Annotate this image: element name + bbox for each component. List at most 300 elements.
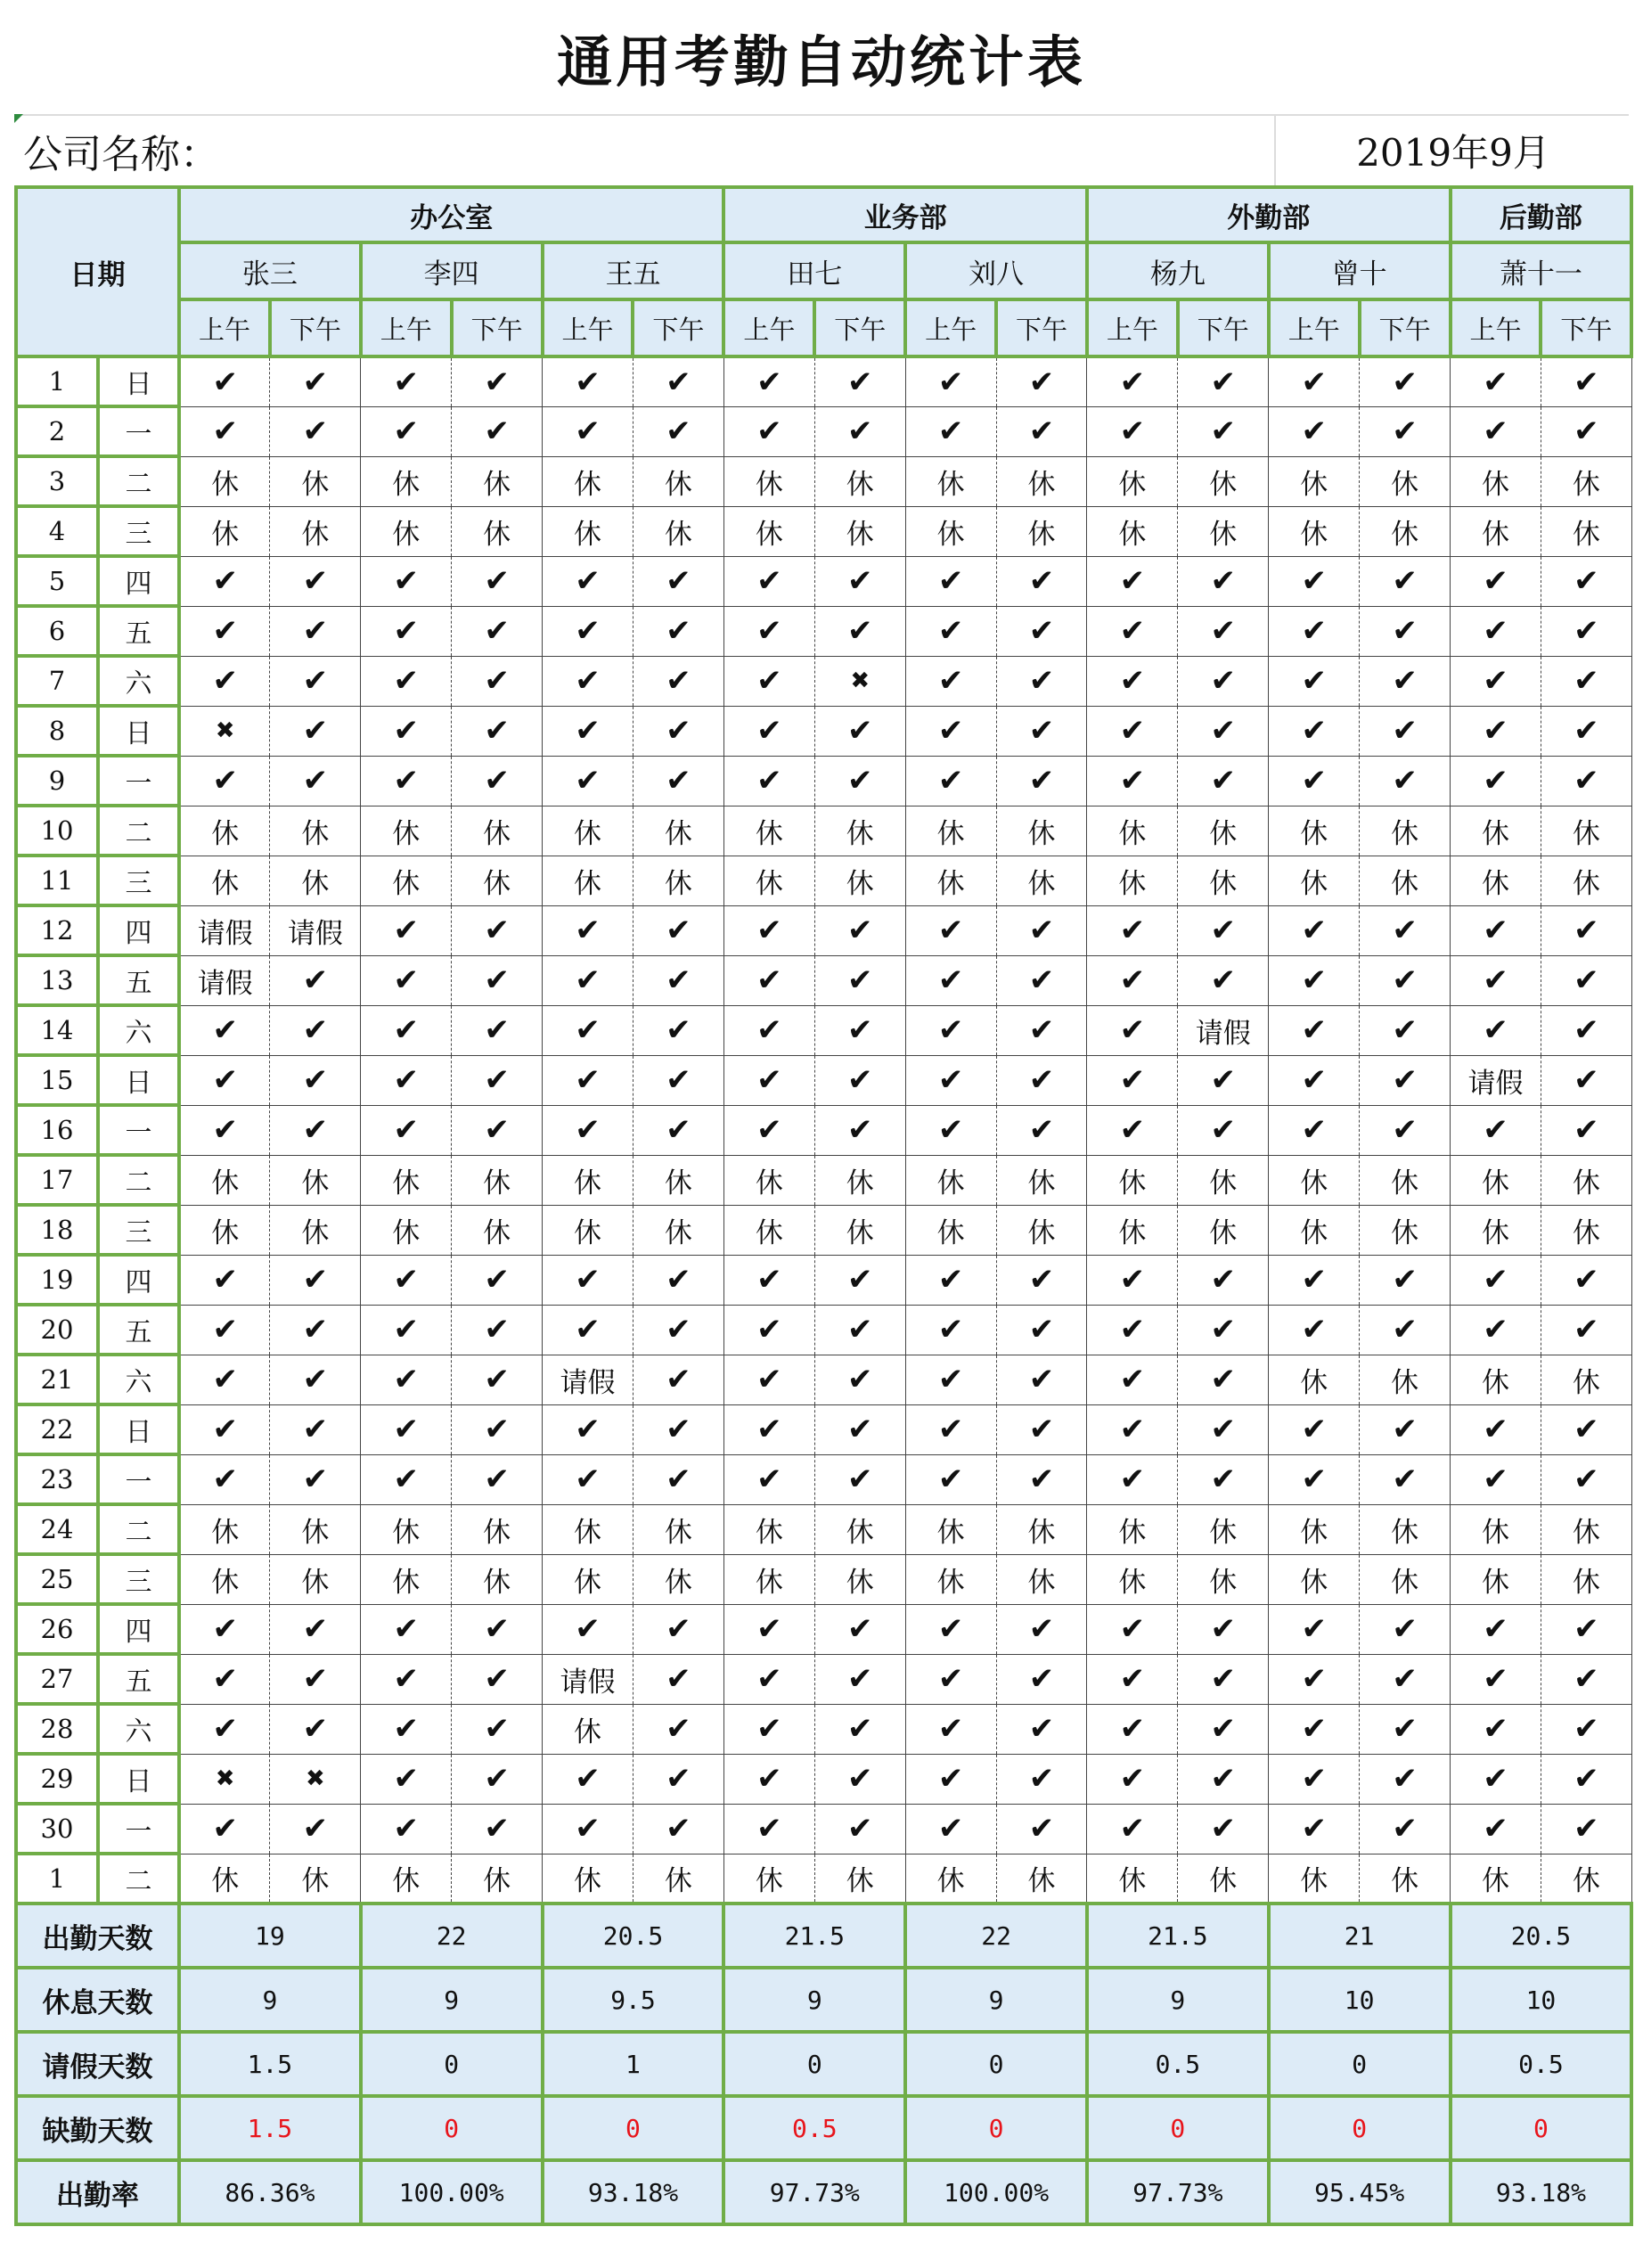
- attendance-cell-present[interactable]: ✔: [270, 406, 361, 456]
- attendance-cell-present[interactable]: ✔: [1269, 606, 1360, 656]
- attendance-cell-rest[interactable]: 休: [905, 1504, 996, 1554]
- attendance-cell-present[interactable]: ✔: [905, 606, 996, 656]
- attendance-cell-present[interactable]: ✔: [179, 1404, 270, 1454]
- attendance-cell-rest[interactable]: 休: [996, 456, 1087, 506]
- attendance-cell-present[interactable]: ✔: [1178, 1305, 1269, 1355]
- attendance-cell-present[interactable]: ✔: [1541, 1055, 1631, 1105]
- attendance-cell-leave[interactable]: 请假: [270, 905, 361, 955]
- attendance-cell-present[interactable]: ✔: [1178, 1055, 1269, 1105]
- attendance-cell-rest[interactable]: 休: [996, 856, 1087, 905]
- attendance-cell-present[interactable]: ✔: [1178, 756, 1269, 806]
- attendance-cell-present[interactable]: ✔: [723, 1305, 814, 1355]
- attendance-cell-rest[interactable]: 休: [543, 506, 633, 556]
- attendance-cell-present[interactable]: ✔: [1178, 1404, 1269, 1454]
- attendance-cell-present[interactable]: ✔: [1451, 955, 1541, 1005]
- attendance-cell-present[interactable]: ✔: [179, 406, 270, 456]
- attendance-cell-rest[interactable]: 休: [905, 456, 996, 506]
- attendance-cell-present[interactable]: ✔: [543, 1255, 633, 1305]
- attendance-cell-present[interactable]: ✔: [814, 1355, 905, 1404]
- attendance-cell-present[interactable]: ✔: [1178, 656, 1269, 706]
- attendance-cell-present[interactable]: ✔: [1087, 1454, 1178, 1504]
- attendance-cell-present[interactable]: ✔: [1360, 1255, 1451, 1305]
- attendance-cell-present[interactable]: ✔: [1451, 1654, 1541, 1704]
- attendance-cell-present[interactable]: ✔: [1269, 706, 1360, 756]
- attendance-cell-present[interactable]: ✔: [1541, 656, 1631, 706]
- attendance-cell-present[interactable]: ✔: [179, 1704, 270, 1754]
- attendance-cell-present[interactable]: ✔: [1451, 1804, 1541, 1854]
- attendance-cell-present[interactable]: ✔: [179, 1654, 270, 1704]
- attendance-cell-present[interactable]: ✔: [270, 1055, 361, 1105]
- attendance-cell-present[interactable]: ✔: [1269, 1704, 1360, 1754]
- attendance-cell-present[interactable]: ✔: [905, 756, 996, 806]
- attendance-cell-present[interactable]: ✔: [361, 1105, 452, 1155]
- attendance-cell-present[interactable]: ✔: [179, 1255, 270, 1305]
- attendance-cell-rest[interactable]: 休: [179, 1554, 270, 1604]
- attendance-cell-leave[interactable]: 请假: [543, 1355, 633, 1404]
- attendance-cell-present[interactable]: ✔: [361, 1454, 452, 1504]
- attendance-cell-present[interactable]: ✔: [452, 1804, 543, 1854]
- attendance-cell-present[interactable]: ✔: [270, 706, 361, 756]
- attendance-cell-rest[interactable]: 休: [633, 1854, 723, 1904]
- attendance-cell-rest[interactable]: 休: [543, 1205, 633, 1255]
- attendance-cell-present[interactable]: ✔: [1541, 1105, 1631, 1155]
- attendance-cell-present[interactable]: ✔: [723, 1754, 814, 1804]
- attendance-cell-present[interactable]: ✔: [1178, 955, 1269, 1005]
- attendance-cell-present[interactable]: ✔: [452, 1704, 543, 1754]
- attendance-cell-present[interactable]: ✔: [543, 1305, 633, 1355]
- attendance-cell-present[interactable]: ✔: [1178, 905, 1269, 955]
- attendance-cell-present[interactable]: ✔: [1269, 1754, 1360, 1804]
- attendance-cell-present[interactable]: ✔: [270, 955, 361, 1005]
- attendance-cell-present[interactable]: ✔: [1541, 1305, 1631, 1355]
- attendance-cell-absent[interactable]: ✖: [179, 1754, 270, 1804]
- attendance-cell-present[interactable]: ✔: [723, 656, 814, 706]
- attendance-cell-present[interactable]: ✔: [1541, 1654, 1631, 1704]
- attendance-cell-present[interactable]: ✔: [1178, 1105, 1269, 1155]
- attendance-cell-rest[interactable]: 休: [1541, 1205, 1631, 1255]
- attendance-cell-rest[interactable]: 休: [814, 1504, 905, 1554]
- attendance-cell-present[interactable]: ✔: [905, 1404, 996, 1454]
- attendance-cell-present[interactable]: ✔: [1541, 955, 1631, 1005]
- attendance-cell-present[interactable]: ✔: [1360, 556, 1451, 606]
- attendance-cell-rest[interactable]: 休: [1269, 1205, 1360, 1255]
- attendance-cell-rest[interactable]: 休: [633, 506, 723, 556]
- attendance-cell-present[interactable]: ✔: [723, 1005, 814, 1055]
- attendance-cell-present[interactable]: ✔: [452, 1005, 543, 1055]
- attendance-cell-present[interactable]: ✔: [1451, 656, 1541, 706]
- month-label[interactable]: 2019年9月: [1274, 116, 1631, 185]
- attendance-cell-present[interactable]: ✔: [1178, 1255, 1269, 1305]
- attendance-cell-rest[interactable]: 休: [1451, 806, 1541, 856]
- attendance-cell-present[interactable]: ✔: [1451, 1404, 1541, 1454]
- attendance-cell-present[interactable]: ✔: [270, 756, 361, 806]
- attendance-cell-present[interactable]: ✔: [452, 1105, 543, 1155]
- attendance-cell-present[interactable]: ✔: [179, 1454, 270, 1504]
- attendance-cell-present[interactable]: ✔: [723, 706, 814, 756]
- attendance-cell-rest[interactable]: 休: [1178, 1854, 1269, 1904]
- attendance-cell-present[interactable]: ✔: [1087, 1754, 1178, 1804]
- attendance-cell-present[interactable]: ✔: [270, 1255, 361, 1305]
- attendance-cell-present[interactable]: ✔: [1541, 1604, 1631, 1654]
- attendance-cell-present[interactable]: ✔: [361, 356, 452, 406]
- attendance-cell-present[interactable]: ✔: [1451, 606, 1541, 656]
- attendance-cell-present[interactable]: ✔: [1360, 1055, 1451, 1105]
- attendance-cell-present[interactable]: ✔: [1269, 1055, 1360, 1105]
- attendance-cell-present[interactable]: ✔: [543, 556, 633, 606]
- attendance-cell-present[interactable]: ✔: [1269, 556, 1360, 606]
- attendance-cell-rest[interactable]: 休: [633, 1504, 723, 1554]
- attendance-cell-rest[interactable]: 休: [270, 506, 361, 556]
- attendance-cell-present[interactable]: ✔: [1451, 356, 1541, 406]
- attendance-cell-rest[interactable]: 休: [1451, 456, 1541, 506]
- attendance-cell-rest[interactable]: 休: [270, 1554, 361, 1604]
- attendance-cell-present[interactable]: ✔: [179, 356, 270, 406]
- attendance-cell-rest[interactable]: 休: [996, 1504, 1087, 1554]
- attendance-cell-present[interactable]: ✔: [814, 1604, 905, 1654]
- attendance-cell-rest[interactable]: 休: [179, 506, 270, 556]
- attendance-cell-present[interactable]: ✔: [179, 1355, 270, 1404]
- attendance-cell-rest[interactable]: 休: [633, 856, 723, 905]
- attendance-cell-present[interactable]: ✔: [1451, 1454, 1541, 1504]
- attendance-cell-rest[interactable]: 休: [361, 806, 452, 856]
- attendance-cell-rest[interactable]: 休: [1451, 1504, 1541, 1554]
- attendance-cell-rest[interactable]: 休: [452, 1155, 543, 1205]
- attendance-cell-present[interactable]: ✔: [1360, 1305, 1451, 1355]
- attendance-cell-present[interactable]: ✔: [452, 1654, 543, 1704]
- attendance-cell-present[interactable]: ✔: [1087, 606, 1178, 656]
- attendance-cell-present[interactable]: ✔: [633, 1454, 723, 1504]
- attendance-cell-present[interactable]: ✔: [1178, 406, 1269, 456]
- attendance-cell-present[interactable]: ✔: [1360, 1804, 1451, 1854]
- attendance-cell-present[interactable]: ✔: [814, 406, 905, 456]
- attendance-cell-present[interactable]: ✔: [361, 1355, 452, 1404]
- attendance-cell-present[interactable]: ✔: [1541, 1454, 1631, 1504]
- attendance-cell-rest[interactable]: 休: [905, 1205, 996, 1255]
- attendance-cell-present[interactable]: ✔: [633, 406, 723, 456]
- attendance-cell-present[interactable]: ✔: [633, 1654, 723, 1704]
- attendance-cell-present[interactable]: ✔: [996, 556, 1087, 606]
- attendance-cell-rest[interactable]: 休: [814, 1554, 905, 1604]
- attendance-cell-present[interactable]: ✔: [1451, 1754, 1541, 1804]
- attendance-cell-present[interactable]: ✔: [905, 406, 996, 456]
- attendance-cell-present[interactable]: ✔: [905, 1604, 996, 1654]
- attendance-cell-present[interactable]: ✔: [633, 1005, 723, 1055]
- attendance-cell-rest[interactable]: 休: [179, 1504, 270, 1554]
- attendance-cell-rest[interactable]: 休: [1178, 856, 1269, 905]
- attendance-cell-present[interactable]: ✔: [633, 1704, 723, 1754]
- attendance-cell-present[interactable]: ✔: [452, 1454, 543, 1504]
- attendance-cell-present[interactable]: ✔: [361, 1654, 452, 1704]
- attendance-cell-present[interactable]: ✔: [1541, 606, 1631, 656]
- attendance-cell-rest[interactable]: 休: [996, 1155, 1087, 1205]
- attendance-cell-present[interactable]: ✔: [452, 1754, 543, 1804]
- attendance-cell-rest[interactable]: 休: [1451, 1205, 1541, 1255]
- attendance-cell-present[interactable]: ✔: [905, 1754, 996, 1804]
- attendance-cell-rest[interactable]: 休: [543, 1155, 633, 1205]
- attendance-cell-present[interactable]: ✔: [633, 356, 723, 406]
- attendance-cell-present[interactable]: ✔: [905, 955, 996, 1005]
- attendance-cell-rest[interactable]: 休: [361, 1854, 452, 1904]
- attendance-cell-present[interactable]: ✔: [996, 955, 1087, 1005]
- attendance-cell-present[interactable]: ✔: [270, 1355, 361, 1404]
- attendance-cell-present[interactable]: ✔: [1087, 1404, 1178, 1454]
- attendance-cell-rest[interactable]: 休: [452, 1854, 543, 1904]
- attendance-cell-rest[interactable]: 休: [1269, 806, 1360, 856]
- attendance-cell-rest[interactable]: 休: [1360, 456, 1451, 506]
- attendance-cell-rest[interactable]: 休: [1541, 1155, 1631, 1205]
- attendance-cell-present[interactable]: ✔: [361, 1055, 452, 1105]
- attendance-cell-rest[interactable]: 休: [1541, 1355, 1631, 1404]
- attendance-cell-present[interactable]: ✔: [1451, 706, 1541, 756]
- attendance-cell-rest[interactable]: 休: [1360, 1554, 1451, 1604]
- attendance-cell-rest[interactable]: 休: [633, 806, 723, 856]
- attendance-cell-present[interactable]: ✔: [452, 955, 543, 1005]
- attendance-cell-present[interactable]: ✔: [633, 656, 723, 706]
- attendance-cell-rest[interactable]: 休: [723, 1854, 814, 1904]
- attendance-cell-rest[interactable]: 休: [633, 1554, 723, 1604]
- attendance-cell-rest[interactable]: 休: [814, 1205, 905, 1255]
- attendance-cell-present[interactable]: ✔: [1178, 1454, 1269, 1504]
- attendance-cell-rest[interactable]: 休: [1269, 1854, 1360, 1904]
- attendance-cell-rest[interactable]: 休: [905, 1854, 996, 1904]
- attendance-cell-present[interactable]: ✔: [361, 756, 452, 806]
- attendance-cell-present[interactable]: ✔: [996, 1105, 1087, 1155]
- attendance-cell-present[interactable]: ✔: [633, 905, 723, 955]
- attendance-cell-present[interactable]: ✔: [179, 656, 270, 706]
- attendance-cell-present[interactable]: ✔: [905, 1005, 996, 1055]
- attendance-cell-present[interactable]: ✔: [452, 756, 543, 806]
- attendance-cell-present[interactable]: ✔: [723, 1654, 814, 1704]
- attendance-cell-rest[interactable]: 休: [1087, 1155, 1178, 1205]
- attendance-cell-rest[interactable]: 休: [1360, 856, 1451, 905]
- attendance-cell-present[interactable]: ✔: [1360, 905, 1451, 955]
- attendance-cell-rest[interactable]: 休: [1451, 856, 1541, 905]
- attendance-cell-rest[interactable]: 休: [452, 1504, 543, 1554]
- attendance-cell-present[interactable]: ✔: [1360, 406, 1451, 456]
- attendance-cell-present[interactable]: ✔: [361, 706, 452, 756]
- attendance-cell-present[interactable]: ✔: [814, 706, 905, 756]
- attendance-cell-rest[interactable]: 休: [996, 1854, 1087, 1904]
- attendance-cell-present[interactable]: ✔: [905, 1105, 996, 1155]
- attendance-cell-rest[interactable]: 休: [1269, 1355, 1360, 1404]
- attendance-cell-present[interactable]: ✔: [996, 1804, 1087, 1854]
- attendance-cell-rest[interactable]: 休: [1269, 456, 1360, 506]
- attendance-cell-present[interactable]: ✔: [1360, 606, 1451, 656]
- attendance-cell-present[interactable]: ✔: [723, 606, 814, 656]
- attendance-cell-present[interactable]: ✔: [1360, 1454, 1451, 1504]
- attendance-cell-rest[interactable]: 休: [996, 506, 1087, 556]
- attendance-cell-present[interactable]: ✔: [361, 1305, 452, 1355]
- attendance-cell-present[interactable]: ✔: [361, 1704, 452, 1754]
- attendance-cell-rest[interactable]: 休: [543, 456, 633, 506]
- attendance-cell-present[interactable]: ✔: [996, 1355, 1087, 1404]
- attendance-cell-present[interactable]: ✔: [723, 1255, 814, 1305]
- attendance-cell-rest[interactable]: 休: [270, 1155, 361, 1205]
- attendance-cell-present[interactable]: ✔: [179, 556, 270, 606]
- attendance-cell-present[interactable]: ✔: [543, 756, 633, 806]
- attendance-cell-present[interactable]: ✔: [543, 1604, 633, 1654]
- attendance-cell-present[interactable]: ✔: [996, 1704, 1087, 1754]
- attendance-cell-present[interactable]: ✔: [1269, 656, 1360, 706]
- attendance-cell-rest[interactable]: 休: [1087, 506, 1178, 556]
- attendance-cell-rest[interactable]: 休: [1360, 1155, 1451, 1205]
- attendance-cell-present[interactable]: ✔: [996, 1604, 1087, 1654]
- attendance-cell-present[interactable]: ✔: [1360, 1604, 1451, 1654]
- attendance-cell-present[interactable]: ✔: [361, 606, 452, 656]
- attendance-cell-present[interactable]: ✔: [1541, 1404, 1631, 1454]
- attendance-cell-present[interactable]: ✔: [814, 1804, 905, 1854]
- attendance-cell-present[interactable]: ✔: [1360, 356, 1451, 406]
- attendance-cell-present[interactable]: ✔: [1541, 905, 1631, 955]
- attendance-cell-present[interactable]: ✔: [1087, 656, 1178, 706]
- attendance-cell-present[interactable]: ✔: [179, 756, 270, 806]
- attendance-cell-present[interactable]: ✔: [543, 706, 633, 756]
- attendance-cell-present[interactable]: ✔: [361, 1754, 452, 1804]
- attendance-cell-present[interactable]: ✔: [1451, 905, 1541, 955]
- attendance-cell-present[interactable]: ✔: [1451, 1005, 1541, 1055]
- attendance-cell-present[interactable]: ✔: [905, 1305, 996, 1355]
- attendance-cell-present[interactable]: ✔: [1269, 1454, 1360, 1504]
- attendance-cell-present[interactable]: ✔: [1269, 1804, 1360, 1854]
- attendance-cell-present[interactable]: ✔: [270, 1404, 361, 1454]
- attendance-cell-present[interactable]: ✔: [1087, 1604, 1178, 1654]
- attendance-cell-rest[interactable]: 休: [1360, 1205, 1451, 1255]
- attendance-cell-present[interactable]: ✔: [905, 356, 996, 406]
- attendance-cell-present[interactable]: ✔: [814, 606, 905, 656]
- attendance-cell-present[interactable]: ✔: [814, 1754, 905, 1804]
- attendance-cell-present[interactable]: ✔: [905, 1804, 996, 1854]
- attendance-cell-leave[interactable]: 请假: [1451, 1055, 1541, 1105]
- attendance-cell-present[interactable]: ✔: [1360, 955, 1451, 1005]
- attendance-cell-present[interactable]: ✔: [814, 1055, 905, 1105]
- attendance-cell-present[interactable]: ✔: [452, 556, 543, 606]
- attendance-cell-present[interactable]: ✔: [905, 556, 996, 606]
- attendance-cell-rest[interactable]: 休: [905, 806, 996, 856]
- attendance-cell-present[interactable]: ✔: [1087, 1654, 1178, 1704]
- attendance-cell-present[interactable]: ✔: [270, 656, 361, 706]
- attendance-cell-present[interactable]: ✔: [633, 1404, 723, 1454]
- attendance-cell-present[interactable]: ✔: [905, 706, 996, 756]
- attendance-cell-present[interactable]: ✔: [543, 905, 633, 955]
- attendance-cell-present[interactable]: ✔: [633, 1055, 723, 1105]
- attendance-cell-present[interactable]: ✔: [452, 606, 543, 656]
- attendance-cell-rest[interactable]: 休: [1451, 1355, 1541, 1404]
- attendance-cell-present[interactable]: ✔: [1269, 1654, 1360, 1704]
- attendance-cell-present[interactable]: ✔: [633, 1255, 723, 1305]
- attendance-cell-present[interactable]: ✔: [996, 656, 1087, 706]
- attendance-cell-rest[interactable]: 休: [814, 806, 905, 856]
- attendance-cell-present[interactable]: ✔: [1451, 1105, 1541, 1155]
- attendance-cell-present[interactable]: ✔: [452, 406, 543, 456]
- attendance-cell-rest[interactable]: 休: [723, 506, 814, 556]
- attendance-cell-rest[interactable]: 休: [1178, 506, 1269, 556]
- attendance-cell-present[interactable]: ✔: [723, 1404, 814, 1454]
- attendance-cell-rest[interactable]: 休: [1360, 806, 1451, 856]
- attendance-cell-present[interactable]: ✔: [1269, 905, 1360, 955]
- attendance-cell-present[interactable]: ✔: [1360, 1005, 1451, 1055]
- attendance-cell-present[interactable]: ✔: [996, 756, 1087, 806]
- attendance-cell-present[interactable]: ✔: [1541, 1754, 1631, 1804]
- attendance-cell-rest[interactable]: 休: [1087, 806, 1178, 856]
- attendance-cell-present[interactable]: ✔: [1178, 356, 1269, 406]
- attendance-cell-present[interactable]: ✔: [1178, 706, 1269, 756]
- attendance-cell-rest[interactable]: 休: [1178, 806, 1269, 856]
- attendance-cell-present[interactable]: ✔: [179, 1604, 270, 1654]
- attendance-cell-present[interactable]: ✔: [1178, 1804, 1269, 1854]
- attendance-cell-present[interactable]: ✔: [905, 1704, 996, 1754]
- attendance-cell-rest[interactable]: 休: [905, 1155, 996, 1205]
- attendance-cell-present[interactable]: ✔: [723, 406, 814, 456]
- attendance-cell-present[interactable]: ✔: [905, 1454, 996, 1504]
- attendance-cell-present[interactable]: ✔: [814, 1255, 905, 1305]
- attendance-cell-rest[interactable]: 休: [1360, 506, 1451, 556]
- attendance-cell-rest[interactable]: 休: [1178, 456, 1269, 506]
- attendance-cell-present[interactable]: ✔: [1541, 356, 1631, 406]
- attendance-cell-present[interactable]: ✔: [1087, 1105, 1178, 1155]
- attendance-cell-present[interactable]: ✔: [1087, 756, 1178, 806]
- attendance-cell-present[interactable]: ✔: [723, 1804, 814, 1854]
- attendance-cell-present[interactable]: ✔: [1360, 1754, 1451, 1804]
- attendance-cell-rest[interactable]: 休: [1451, 506, 1541, 556]
- attendance-cell-present[interactable]: ✔: [633, 1604, 723, 1654]
- attendance-cell-present[interactable]: ✔: [1541, 756, 1631, 806]
- attendance-cell-present[interactable]: ✔: [723, 756, 814, 806]
- attendance-cell-rest[interactable]: 休: [1087, 1504, 1178, 1554]
- attendance-cell-rest[interactable]: 休: [361, 1504, 452, 1554]
- attendance-cell-rest[interactable]: 休: [1269, 1504, 1360, 1554]
- attendance-cell-rest[interactable]: 休: [452, 1554, 543, 1604]
- attendance-cell-present[interactable]: ✔: [452, 356, 543, 406]
- attendance-cell-present[interactable]: ✔: [543, 1404, 633, 1454]
- attendance-cell-present[interactable]: ✔: [633, 1804, 723, 1854]
- attendance-cell-present[interactable]: ✔: [1269, 1005, 1360, 1055]
- attendance-cell-present[interactable]: ✔: [543, 1804, 633, 1854]
- attendance-cell-rest[interactable]: 休: [1178, 1205, 1269, 1255]
- attendance-cell-present[interactable]: ✔: [543, 1754, 633, 1804]
- attendance-cell-present[interactable]: ✔: [1451, 406, 1541, 456]
- attendance-cell-present[interactable]: ✔: [179, 1305, 270, 1355]
- attendance-cell-present[interactable]: ✔: [1269, 1255, 1360, 1305]
- attendance-cell-present[interactable]: ✔: [1360, 1105, 1451, 1155]
- attendance-cell-present[interactable]: ✔: [270, 1305, 361, 1355]
- attendance-cell-present[interactable]: ✔: [1541, 556, 1631, 606]
- attendance-cell-rest[interactable]: 休: [723, 856, 814, 905]
- attendance-cell-present[interactable]: ✔: [814, 1305, 905, 1355]
- attendance-cell-present[interactable]: ✔: [633, 706, 723, 756]
- attendance-cell-present[interactable]: ✔: [543, 1055, 633, 1105]
- attendance-cell-rest[interactable]: 休: [270, 856, 361, 905]
- attendance-cell-present[interactable]: ✔: [1087, 905, 1178, 955]
- attendance-cell-present[interactable]: ✔: [1451, 1305, 1541, 1355]
- attendance-cell-present[interactable]: ✔: [996, 1305, 1087, 1355]
- attendance-cell-present[interactable]: ✔: [814, 756, 905, 806]
- attendance-cell-present[interactable]: ✔: [179, 606, 270, 656]
- attendance-cell-present[interactable]: ✔: [1087, 556, 1178, 606]
- attendance-cell-rest[interactable]: 休: [996, 806, 1087, 856]
- attendance-cell-present[interactable]: ✔: [361, 656, 452, 706]
- attendance-cell-present[interactable]: ✔: [814, 356, 905, 406]
- attendance-cell-present[interactable]: ✔: [1269, 1404, 1360, 1454]
- attendance-cell-rest[interactable]: 休: [1269, 1155, 1360, 1205]
- attendance-cell-present[interactable]: ✔: [270, 1654, 361, 1704]
- attendance-cell-rest[interactable]: 休: [633, 1205, 723, 1255]
- attendance-cell-present[interactable]: ✔: [996, 1754, 1087, 1804]
- attendance-cell-present[interactable]: ✔: [452, 1305, 543, 1355]
- attendance-cell-present[interactable]: ✔: [814, 955, 905, 1005]
- attendance-cell-rest[interactable]: 休: [814, 456, 905, 506]
- attendance-cell-absent[interactable]: ✖: [270, 1754, 361, 1804]
- attendance-cell-present[interactable]: ✔: [723, 1704, 814, 1754]
